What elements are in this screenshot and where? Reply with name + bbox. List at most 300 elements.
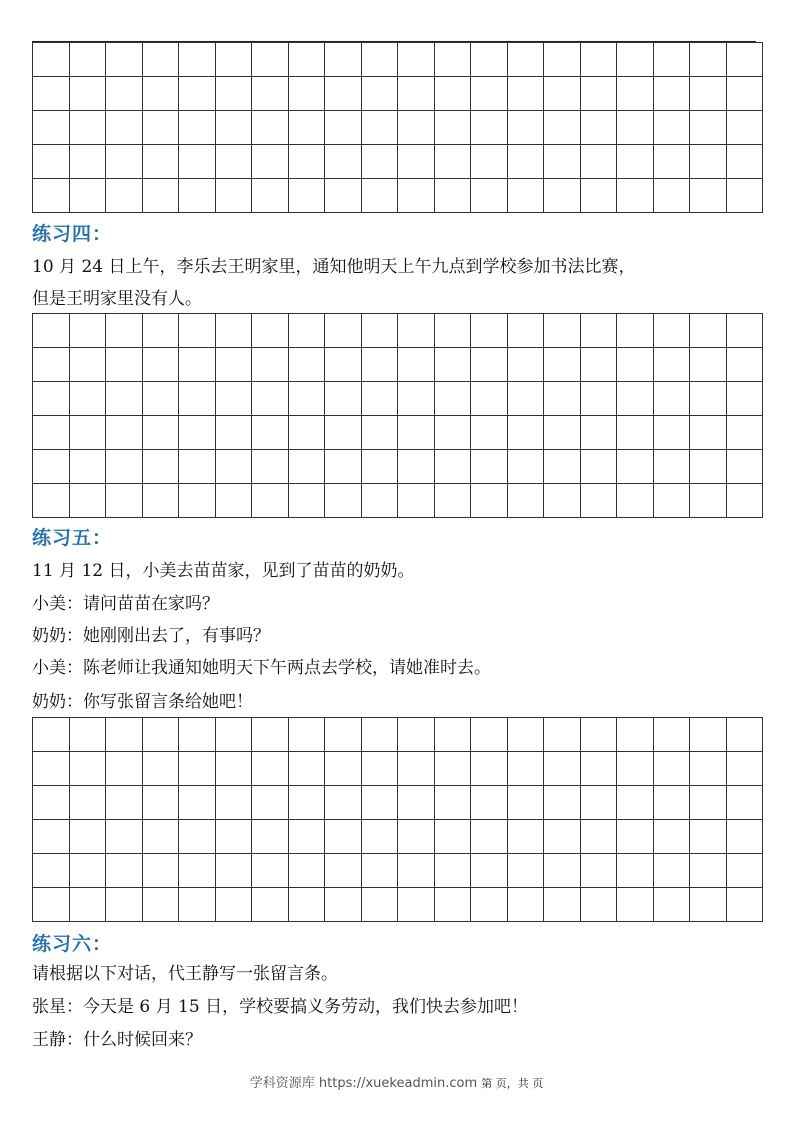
grid-cell[interactable] bbox=[325, 43, 362, 77]
grid-cell[interactable] bbox=[398, 450, 435, 484]
grid-cell[interactable] bbox=[252, 111, 289, 145]
grid-cell[interactable] bbox=[289, 718, 326, 752]
grid-cell[interactable] bbox=[252, 145, 289, 179]
grid-cell[interactable] bbox=[289, 382, 326, 416]
grid-cell[interactable] bbox=[252, 450, 289, 484]
grid-cell[interactable] bbox=[33, 179, 70, 213]
grid-cell[interactable] bbox=[654, 416, 691, 450]
grid-cell[interactable] bbox=[325, 348, 362, 382]
grid-cell[interactable] bbox=[106, 450, 143, 484]
grid-cell[interactable] bbox=[289, 752, 326, 786]
grid-cell[interactable] bbox=[289, 820, 326, 854]
grid-cell[interactable] bbox=[143, 718, 180, 752]
grid-cell[interactable] bbox=[398, 416, 435, 450]
grid-cell[interactable] bbox=[289, 145, 326, 179]
grid-cell[interactable] bbox=[727, 179, 764, 213]
grid-cell[interactable] bbox=[143, 450, 180, 484]
grid-cell[interactable] bbox=[325, 145, 362, 179]
grid-cell[interactable] bbox=[289, 348, 326, 382]
grid-cell[interactable] bbox=[581, 77, 618, 111]
grid-cell[interactable] bbox=[435, 348, 472, 382]
grid-cell[interactable] bbox=[33, 888, 70, 922]
grid-cell[interactable] bbox=[70, 314, 107, 348]
grid-cell[interactable] bbox=[179, 77, 216, 111]
grid-cell[interactable] bbox=[617, 145, 654, 179]
grid-cell[interactable] bbox=[325, 888, 362, 922]
grid-cell[interactable] bbox=[435, 111, 472, 145]
grid-cell[interactable] bbox=[398, 77, 435, 111]
grid-cell[interactable] bbox=[654, 752, 691, 786]
grid-cell[interactable] bbox=[690, 111, 727, 145]
grid-cell[interactable] bbox=[70, 416, 107, 450]
grid-cell[interactable] bbox=[654, 43, 691, 77]
grid-cell[interactable] bbox=[654, 484, 691, 518]
grid-cell[interactable] bbox=[581, 43, 618, 77]
grid-cell[interactable] bbox=[581, 348, 618, 382]
grid-cell[interactable] bbox=[471, 416, 508, 450]
grid-cell[interactable] bbox=[179, 145, 216, 179]
grid-cell[interactable] bbox=[216, 43, 253, 77]
grid-cell[interactable] bbox=[252, 752, 289, 786]
grid-cell[interactable] bbox=[362, 450, 399, 484]
grid-cell[interactable] bbox=[325, 314, 362, 348]
grid-cell[interactable] bbox=[544, 111, 581, 145]
grid-cell[interactable] bbox=[179, 718, 216, 752]
grid-cell[interactable] bbox=[435, 484, 472, 518]
grid-cell[interactable] bbox=[362, 382, 399, 416]
grid-cell[interactable] bbox=[654, 786, 691, 820]
grid-cell[interactable] bbox=[33, 77, 70, 111]
grid-cell[interactable] bbox=[106, 111, 143, 145]
grid-cell[interactable] bbox=[216, 348, 253, 382]
grid-cell[interactable] bbox=[143, 382, 180, 416]
grid-cell[interactable] bbox=[471, 314, 508, 348]
grid-cell[interactable] bbox=[508, 416, 545, 450]
grid-cell[interactable] bbox=[544, 820, 581, 854]
grid-cell[interactable] bbox=[471, 450, 508, 484]
grid-cell[interactable] bbox=[508, 314, 545, 348]
grid-cell[interactable] bbox=[362, 484, 399, 518]
grid-cell[interactable] bbox=[70, 854, 107, 888]
grid-cell[interactable] bbox=[216, 314, 253, 348]
grid-cell[interactable] bbox=[106, 854, 143, 888]
grid-cell[interactable] bbox=[325, 450, 362, 484]
grid-cell[interactable] bbox=[435, 820, 472, 854]
grid-cell[interactable] bbox=[581, 718, 618, 752]
grid-cell[interactable] bbox=[106, 77, 143, 111]
grid-cell[interactable] bbox=[398, 111, 435, 145]
grid-cell[interactable] bbox=[70, 718, 107, 752]
grid-cell[interactable] bbox=[727, 718, 764, 752]
grid-cell[interactable] bbox=[398, 752, 435, 786]
grid-cell[interactable] bbox=[179, 752, 216, 786]
grid-cell[interactable] bbox=[508, 179, 545, 213]
grid-cell[interactable] bbox=[106, 718, 143, 752]
grid-cell[interactable] bbox=[289, 314, 326, 348]
grid-cell[interactable] bbox=[471, 77, 508, 111]
grid-cell[interactable] bbox=[33, 416, 70, 450]
grid-cell[interactable] bbox=[471, 348, 508, 382]
grid-cell[interactable] bbox=[362, 145, 399, 179]
grid-cell[interactable] bbox=[289, 484, 326, 518]
grid-cell[interactable] bbox=[690, 348, 727, 382]
grid-cell[interactable] bbox=[690, 314, 727, 348]
grid-cell[interactable] bbox=[216, 145, 253, 179]
grid-cell[interactable] bbox=[70, 450, 107, 484]
grid-cell[interactable] bbox=[544, 77, 581, 111]
grid-cell[interactable] bbox=[106, 382, 143, 416]
grid-cell[interactable] bbox=[617, 854, 654, 888]
grid-cell[interactable] bbox=[106, 820, 143, 854]
grid-cell[interactable] bbox=[106, 179, 143, 213]
grid-cell[interactable] bbox=[654, 450, 691, 484]
grid-cell[interactable] bbox=[398, 718, 435, 752]
grid-cell[interactable] bbox=[581, 820, 618, 854]
grid-cell[interactable] bbox=[106, 416, 143, 450]
grid-cell[interactable] bbox=[581, 314, 618, 348]
grid-cell[interactable] bbox=[617, 888, 654, 922]
grid-cell[interactable] bbox=[654, 888, 691, 922]
grid-cell[interactable] bbox=[654, 820, 691, 854]
grid-cell[interactable] bbox=[70, 786, 107, 820]
grid-cell[interactable] bbox=[544, 314, 581, 348]
grid-cell[interactable] bbox=[690, 382, 727, 416]
grid-cell[interactable] bbox=[398, 854, 435, 888]
grid-cell[interactable] bbox=[435, 854, 472, 888]
grid-cell[interactable] bbox=[654, 179, 691, 213]
grid-cell[interactable] bbox=[143, 145, 180, 179]
grid-cell[interactable] bbox=[179, 348, 216, 382]
grid-cell[interactable] bbox=[325, 786, 362, 820]
grid-cell[interactable] bbox=[581, 111, 618, 145]
grid-cell[interactable] bbox=[544, 450, 581, 484]
grid-cell[interactable] bbox=[325, 77, 362, 111]
grid-cell[interactable] bbox=[143, 484, 180, 518]
grid-cell[interactable] bbox=[179, 820, 216, 854]
grid-cell[interactable] bbox=[435, 145, 472, 179]
grid-cell[interactable] bbox=[216, 450, 253, 484]
grid-cell[interactable] bbox=[544, 854, 581, 888]
grid-cell[interactable] bbox=[179, 43, 216, 77]
grid-cell[interactable] bbox=[143, 854, 180, 888]
grid-cell[interactable] bbox=[143, 348, 180, 382]
grid-cell[interactable] bbox=[362, 111, 399, 145]
grid-cell[interactable] bbox=[581, 888, 618, 922]
grid-cell[interactable] bbox=[690, 484, 727, 518]
grid-cell[interactable] bbox=[617, 450, 654, 484]
grid-cell[interactable] bbox=[690, 179, 727, 213]
grid-cell[interactable] bbox=[544, 718, 581, 752]
grid-cell[interactable] bbox=[435, 786, 472, 820]
grid-cell[interactable] bbox=[435, 179, 472, 213]
grid-cell[interactable] bbox=[508, 77, 545, 111]
grid-cell[interactable] bbox=[106, 786, 143, 820]
grid-cell[interactable] bbox=[143, 111, 180, 145]
grid-cell[interactable] bbox=[70, 111, 107, 145]
grid-cell[interactable] bbox=[617, 820, 654, 854]
grid-cell[interactable] bbox=[508, 820, 545, 854]
grid-cell[interactable] bbox=[471, 145, 508, 179]
grid-cell[interactable] bbox=[581, 179, 618, 213]
grid-cell[interactable] bbox=[581, 416, 618, 450]
writing-grid-2[interactable] bbox=[32, 313, 763, 518]
grid-cell[interactable] bbox=[216, 888, 253, 922]
grid-cell[interactable] bbox=[471, 854, 508, 888]
grid-cell[interactable] bbox=[544, 786, 581, 820]
grid-cell[interactable] bbox=[362, 179, 399, 213]
grid-cell[interactable] bbox=[398, 888, 435, 922]
grid-cell[interactable] bbox=[508, 484, 545, 518]
grid-cell[interactable] bbox=[106, 145, 143, 179]
grid-cell[interactable] bbox=[179, 179, 216, 213]
grid-cell[interactable] bbox=[143, 820, 180, 854]
grid-cell[interactable] bbox=[143, 416, 180, 450]
grid-cell[interactable] bbox=[508, 145, 545, 179]
grid-cell[interactable] bbox=[544, 484, 581, 518]
grid-cell[interactable] bbox=[435, 888, 472, 922]
grid-cell[interactable] bbox=[435, 416, 472, 450]
grid-cell[interactable] bbox=[581, 854, 618, 888]
grid-cell[interactable] bbox=[581, 752, 618, 786]
grid-cell[interactable] bbox=[690, 145, 727, 179]
grid-cell[interactable] bbox=[70, 820, 107, 854]
grid-cell[interactable] bbox=[252, 820, 289, 854]
grid-cell[interactable] bbox=[143, 786, 180, 820]
grid-cell[interactable] bbox=[398, 145, 435, 179]
grid-cell[interactable] bbox=[33, 484, 70, 518]
grid-cell[interactable] bbox=[435, 450, 472, 484]
grid-cell[interactable] bbox=[216, 752, 253, 786]
grid-cell[interactable] bbox=[581, 786, 618, 820]
grid-cell[interactable] bbox=[289, 854, 326, 888]
grid-cell[interactable] bbox=[398, 348, 435, 382]
grid-cell[interactable] bbox=[654, 77, 691, 111]
grid-cell[interactable] bbox=[581, 450, 618, 484]
grid-cell[interactable] bbox=[216, 854, 253, 888]
grid-cell[interactable] bbox=[471, 484, 508, 518]
grid-cell[interactable] bbox=[690, 854, 727, 888]
grid-cell[interactable] bbox=[362, 854, 399, 888]
grid-cell[interactable] bbox=[70, 179, 107, 213]
grid-cell[interactable] bbox=[544, 145, 581, 179]
grid-cell[interactable] bbox=[471, 382, 508, 416]
grid-cell[interactable] bbox=[325, 718, 362, 752]
grid-cell[interactable] bbox=[325, 820, 362, 854]
grid-cell[interactable] bbox=[398, 179, 435, 213]
grid-cell[interactable] bbox=[727, 752, 764, 786]
grid-cell[interactable] bbox=[471, 718, 508, 752]
grid-cell[interactable] bbox=[362, 888, 399, 922]
grid-cell[interactable] bbox=[362, 752, 399, 786]
grid-cell[interactable] bbox=[179, 314, 216, 348]
grid-cell[interactable] bbox=[289, 77, 326, 111]
grid-cell[interactable] bbox=[33, 718, 70, 752]
grid-cell[interactable] bbox=[690, 752, 727, 786]
grid-cell[interactable] bbox=[106, 314, 143, 348]
grid-cell[interactable] bbox=[398, 314, 435, 348]
grid-cell[interactable] bbox=[33, 111, 70, 145]
grid-cell[interactable] bbox=[617, 111, 654, 145]
grid-cell[interactable] bbox=[252, 77, 289, 111]
grid-cell[interactable] bbox=[289, 416, 326, 450]
grid-cell[interactable] bbox=[179, 416, 216, 450]
grid-cell[interactable] bbox=[33, 786, 70, 820]
grid-cell[interactable] bbox=[727, 382, 764, 416]
grid-cell[interactable] bbox=[690, 43, 727, 77]
grid-cell[interactable] bbox=[617, 43, 654, 77]
grid-cell[interactable] bbox=[252, 484, 289, 518]
grid-cell[interactable] bbox=[70, 888, 107, 922]
grid-cell[interactable] bbox=[325, 179, 362, 213]
grid-cell[interactable] bbox=[325, 382, 362, 416]
grid-cell[interactable] bbox=[727, 888, 764, 922]
grid-cell[interactable] bbox=[727, 43, 764, 77]
grid-cell[interactable] bbox=[727, 820, 764, 854]
grid-cell[interactable] bbox=[179, 111, 216, 145]
grid-cell[interactable] bbox=[508, 450, 545, 484]
grid-cell[interactable] bbox=[362, 786, 399, 820]
writing-grid-3[interactable] bbox=[32, 717, 763, 922]
grid-cell[interactable] bbox=[179, 382, 216, 416]
grid-cell[interactable] bbox=[70, 43, 107, 77]
grid-cell[interactable] bbox=[179, 888, 216, 922]
grid-cell[interactable] bbox=[435, 382, 472, 416]
grid-cell[interactable] bbox=[544, 348, 581, 382]
grid-cell[interactable] bbox=[289, 888, 326, 922]
grid-cell[interactable] bbox=[471, 888, 508, 922]
grid-cell[interactable] bbox=[325, 854, 362, 888]
grid-cell[interactable] bbox=[33, 145, 70, 179]
grid-cell[interactable] bbox=[727, 484, 764, 518]
grid-cell[interactable] bbox=[252, 718, 289, 752]
grid-cell[interactable] bbox=[216, 820, 253, 854]
grid-cell[interactable] bbox=[252, 179, 289, 213]
grid-cell[interactable] bbox=[690, 820, 727, 854]
grid-cell[interactable] bbox=[216, 484, 253, 518]
grid-cell[interactable] bbox=[508, 786, 545, 820]
grid-cell[interactable] bbox=[70, 484, 107, 518]
grid-cell[interactable] bbox=[508, 854, 545, 888]
grid-cell[interactable] bbox=[325, 416, 362, 450]
grid-cell[interactable] bbox=[70, 752, 107, 786]
grid-cell[interactable] bbox=[471, 179, 508, 213]
grid-cell[interactable] bbox=[544, 382, 581, 416]
grid-cell[interactable] bbox=[617, 752, 654, 786]
grid-cell[interactable] bbox=[216, 77, 253, 111]
grid-cell[interactable] bbox=[617, 786, 654, 820]
grid-cell[interactable] bbox=[617, 314, 654, 348]
grid-cell[interactable] bbox=[727, 348, 764, 382]
grid-cell[interactable] bbox=[252, 314, 289, 348]
grid-cell[interactable] bbox=[471, 43, 508, 77]
grid-cell[interactable] bbox=[70, 382, 107, 416]
grid-cell[interactable] bbox=[362, 820, 399, 854]
grid-cell[interactable] bbox=[216, 179, 253, 213]
grid-cell[interactable] bbox=[508, 348, 545, 382]
grid-cell[interactable] bbox=[143, 43, 180, 77]
grid-cell[interactable] bbox=[70, 348, 107, 382]
grid-cell[interactable] bbox=[252, 786, 289, 820]
grid-cell[interactable] bbox=[471, 820, 508, 854]
grid-cell[interactable] bbox=[33, 752, 70, 786]
grid-cell[interactable] bbox=[690, 77, 727, 111]
grid-cell[interactable] bbox=[727, 111, 764, 145]
grid-cell[interactable] bbox=[33, 820, 70, 854]
grid-cell[interactable] bbox=[179, 484, 216, 518]
grid-cell[interactable] bbox=[544, 752, 581, 786]
grid-cell[interactable] bbox=[325, 111, 362, 145]
grid-cell[interactable] bbox=[179, 786, 216, 820]
grid-cell[interactable] bbox=[179, 854, 216, 888]
grid-cell[interactable] bbox=[471, 752, 508, 786]
grid-cell[interactable] bbox=[581, 382, 618, 416]
grid-cell[interactable] bbox=[508, 752, 545, 786]
grid-cell[interactable] bbox=[216, 382, 253, 416]
grid-cell[interactable] bbox=[727, 145, 764, 179]
grid-cell[interactable] bbox=[143, 752, 180, 786]
grid-cell[interactable] bbox=[617, 77, 654, 111]
grid-cell[interactable] bbox=[435, 77, 472, 111]
grid-cell[interactable] bbox=[289, 786, 326, 820]
grid-cell[interactable] bbox=[727, 416, 764, 450]
grid-cell[interactable] bbox=[471, 111, 508, 145]
grid-cell[interactable] bbox=[654, 382, 691, 416]
grid-cell[interactable] bbox=[106, 888, 143, 922]
grid-cell[interactable] bbox=[33, 314, 70, 348]
grid-cell[interactable] bbox=[362, 348, 399, 382]
grid-cell[interactable] bbox=[654, 314, 691, 348]
grid-cell[interactable] bbox=[617, 484, 654, 518]
grid-cell[interactable] bbox=[508, 43, 545, 77]
grid-cell[interactable] bbox=[33, 382, 70, 416]
grid-cell[interactable] bbox=[727, 786, 764, 820]
grid-cell[interactable] bbox=[654, 854, 691, 888]
grid-cell[interactable] bbox=[654, 348, 691, 382]
grid-cell[interactable] bbox=[143, 888, 180, 922]
grid-cell[interactable] bbox=[654, 145, 691, 179]
grid-cell[interactable] bbox=[690, 888, 727, 922]
grid-cell[interactable] bbox=[544, 43, 581, 77]
grid-cell[interactable] bbox=[508, 111, 545, 145]
grid-cell[interactable] bbox=[544, 179, 581, 213]
grid-cell[interactable] bbox=[544, 416, 581, 450]
grid-cell[interactable] bbox=[325, 484, 362, 518]
grid-cell[interactable] bbox=[581, 484, 618, 518]
grid-cell[interactable] bbox=[508, 718, 545, 752]
grid-cell[interactable] bbox=[654, 111, 691, 145]
grid-cell[interactable] bbox=[690, 786, 727, 820]
grid-cell[interactable] bbox=[690, 718, 727, 752]
grid-cell[interactable] bbox=[289, 179, 326, 213]
grid-cell[interactable] bbox=[325, 752, 362, 786]
grid-cell[interactable] bbox=[727, 314, 764, 348]
grid-cell[interactable] bbox=[106, 752, 143, 786]
grid-cell[interactable] bbox=[252, 348, 289, 382]
grid-cell[interactable] bbox=[508, 888, 545, 922]
writing-grid-1[interactable] bbox=[32, 42, 763, 213]
grid-cell[interactable] bbox=[252, 854, 289, 888]
grid-cell[interactable] bbox=[690, 450, 727, 484]
grid-cell[interactable] bbox=[471, 786, 508, 820]
grid-cell[interactable] bbox=[398, 786, 435, 820]
grid-cell[interactable] bbox=[508, 382, 545, 416]
grid-cell[interactable] bbox=[33, 348, 70, 382]
grid-cell[interactable] bbox=[581, 145, 618, 179]
grid-cell[interactable] bbox=[690, 416, 727, 450]
grid-cell[interactable] bbox=[289, 43, 326, 77]
grid-cell[interactable] bbox=[106, 484, 143, 518]
grid-cell[interactable] bbox=[617, 416, 654, 450]
